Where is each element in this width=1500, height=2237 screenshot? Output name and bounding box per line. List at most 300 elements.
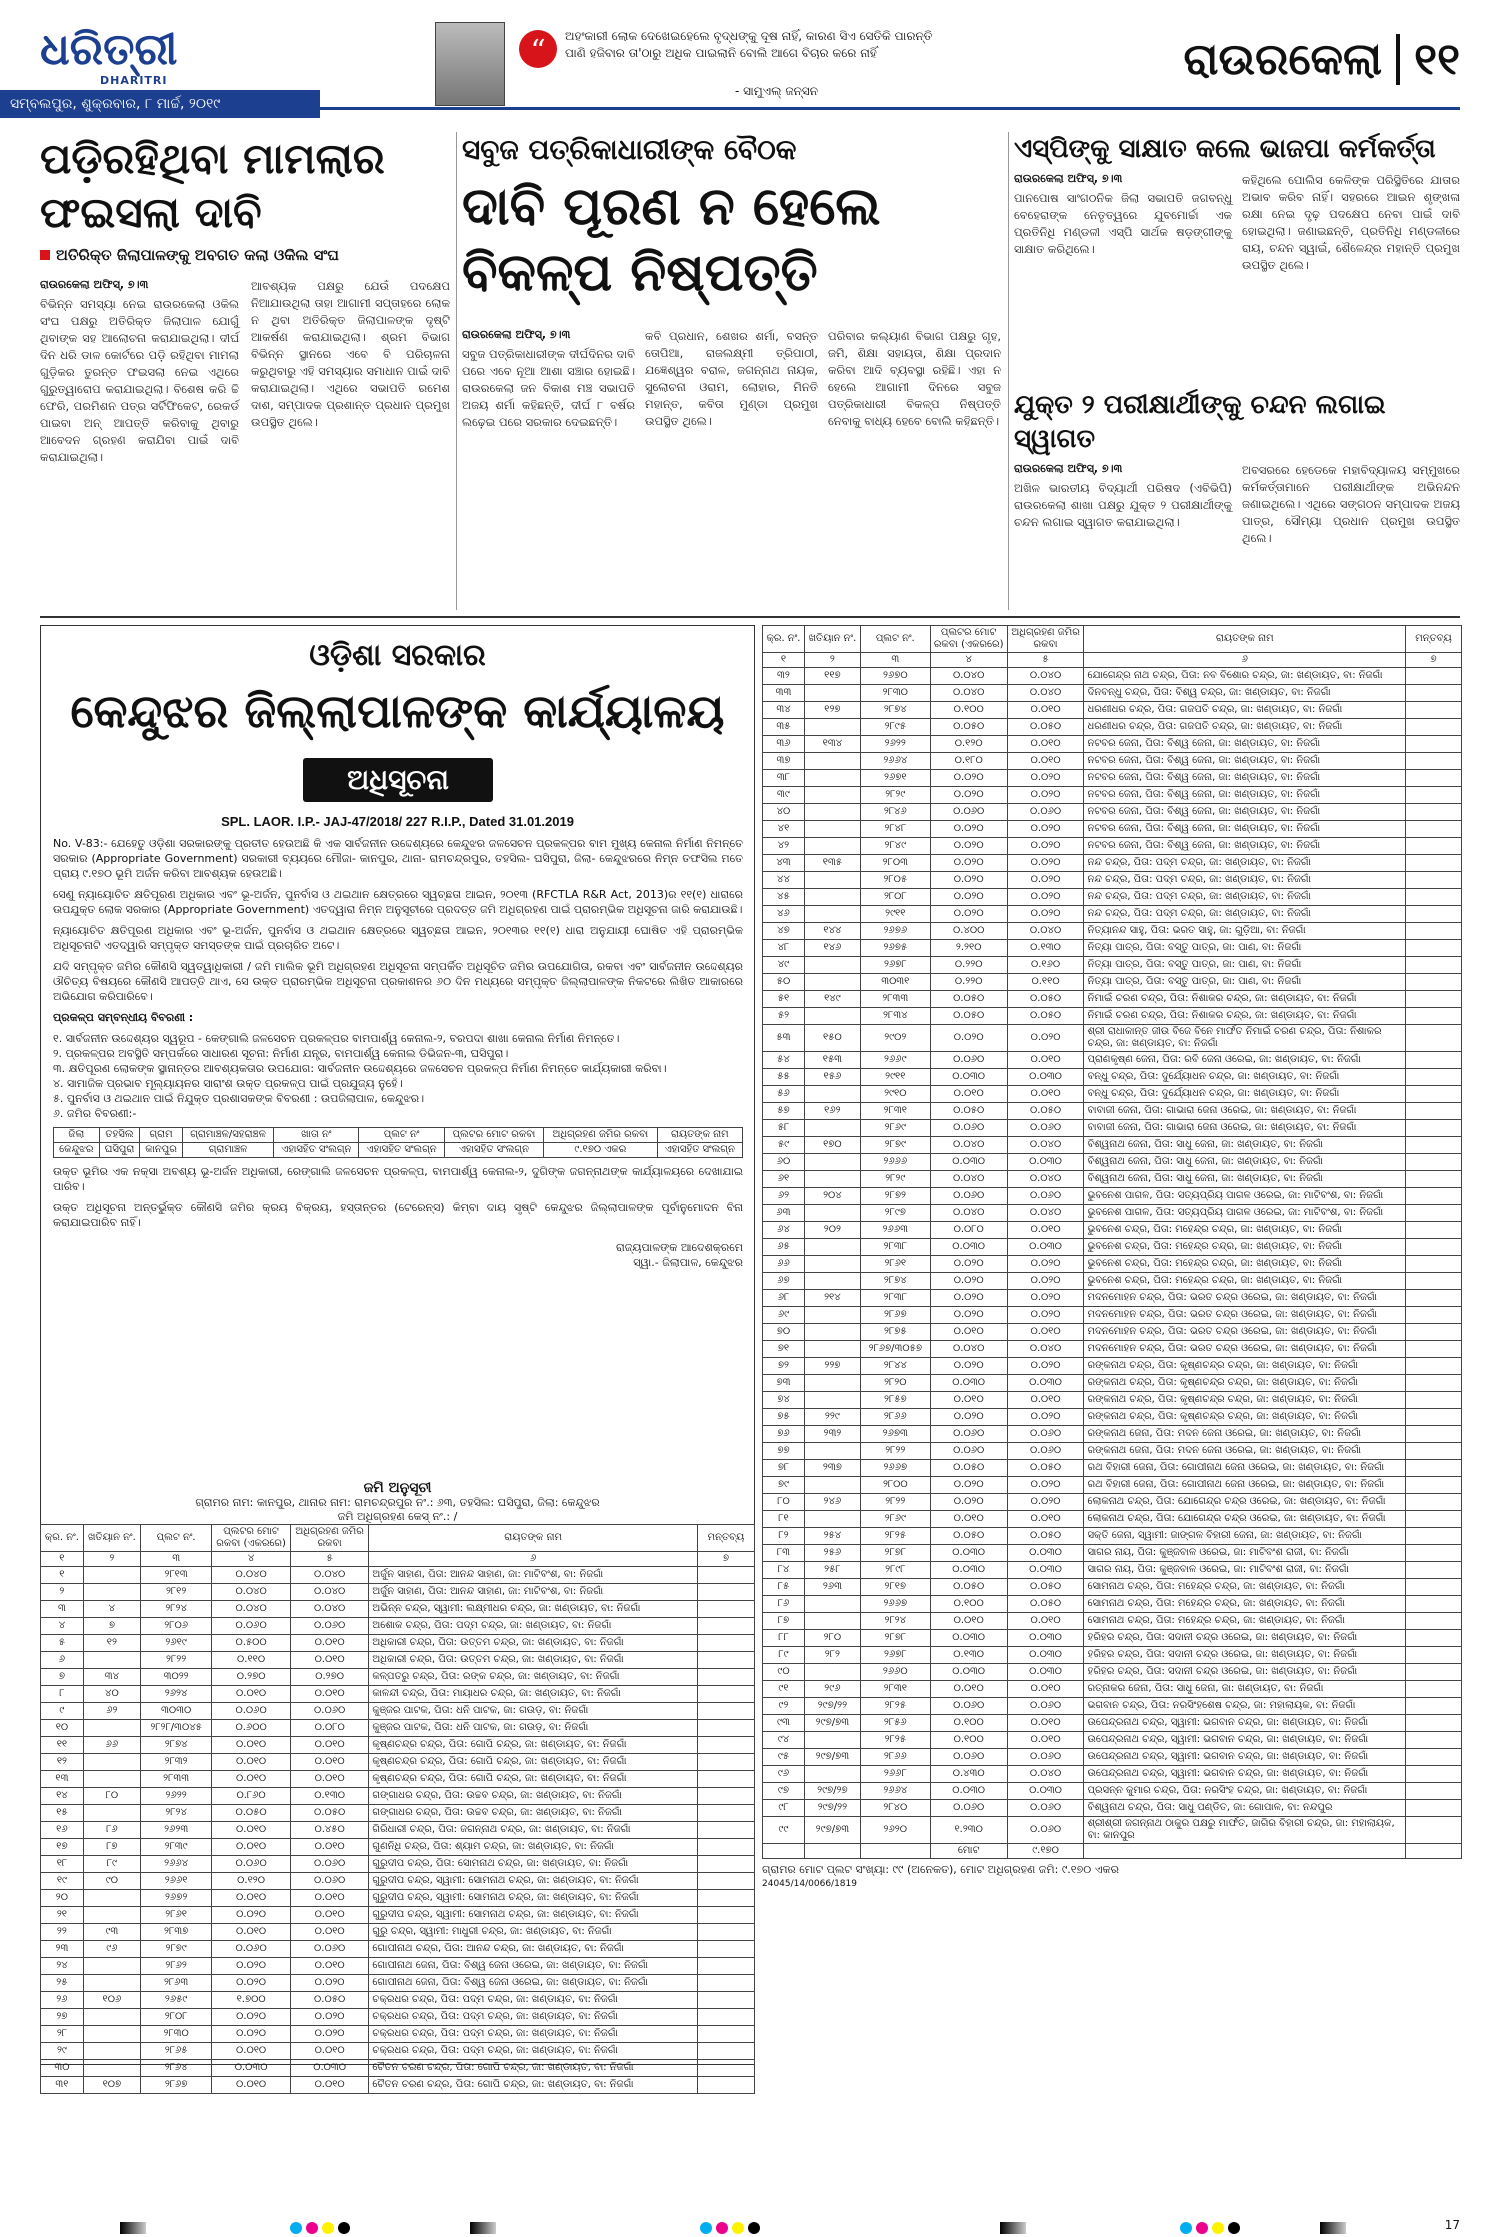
table-cell: ରଙ୍କନାଥ ଜେନା, ପିତା: ମଦନ ଜେନା ଓରେଇ, ଜା: ଖଣ୍ଡାୟତ, ବା: ନିଜଗାଁ [1084,1426,1406,1443]
table-row [41,2060,755,2077]
table-cell: ୨.୨୧୦ [930,940,1007,957]
table-cell: ୩୯ [763,787,805,804]
table-cell: ୦.୦୩୦ [1007,1664,1084,1681]
table-cell: ୨୯୭/୭୩ [804,1749,860,1766]
table-cell: ୨୮୭୫ [860,1324,930,1341]
edition-name: ରାଉରକେଲା [1183,34,1383,85]
land-schedule-table-right [762,625,1462,1859]
table-cell: ୦.୦୨୦ [1007,1358,1084,1375]
table-cell [697,1958,754,1975]
table-row [41,1771,755,1788]
table-cell: ୮୩ [763,1545,805,1562]
table-cell [83,1720,140,1737]
table-header-cell: ପ୍ଲଟ ନଂ. [860,626,930,653]
table-cell: ନିମାଇଁ ଚରଣ ଚନ୍ଦ୍ର, ପିତା: ନିଶାକର ଚନ୍ଦ୍ର, ଜା: ଖଣ୍ଡାୟତ, ବା: ନିଜଗାଁ [1084,1008,1406,1025]
table-column-number-row [41,1552,755,1567]
table-cell [1406,1749,1462,1766]
table-cell: ୨୩ [41,1941,84,1958]
table-cell [697,1805,754,1822]
table-cell: ୦.୦୬୦ [290,1703,369,1720]
table-cell: ୨୮୭୪ [860,702,930,719]
table-cell: ବନ୍ଧୁ ଚନ୍ଦ୍ର, ପିତା: ଦୁର୍ଯ୍ୟୋଧନ ଚନ୍ଦ୍ର, ଜା: ଖଣ୍ଡାୟତ, ବା: ନିଜଗାଁ [1084,1069,1406,1086]
table-cell: ୨୨ [41,1924,84,1941]
table-cell: ୦.୦୬୦ [290,1618,369,1635]
table-cell: ୦.୦୫୦ [1007,1596,1084,1613]
table-row [763,1154,1462,1171]
table-cell: କେନ୍ଦୁଝର [54,1143,100,1158]
table-cell: ୨୮୭୯ [860,1137,930,1154]
table-cell: ୦.୦୨୦ [930,787,1007,804]
table-cell: ୭୪ [763,1392,805,1409]
table-cell: ୦.୦୪୦ [1007,1137,1084,1154]
table-row [763,991,1462,1008]
table-cell [697,2077,754,2094]
table-cell: ୨୩୭ [804,1460,860,1477]
table-cell [1406,1528,1462,1545]
table-cell: ୦.୦୩୦ [1007,1562,1084,1579]
table-cell [1406,1341,1462,1358]
table-cell: ୦.୦୫୦ [1007,1103,1084,1120]
table-cell [1406,872,1462,889]
table-cell [1406,1222,1462,1239]
table-cell: ୨୮୬୯ [860,1511,930,1528]
table-cell: ୦.୦୨୦ [1007,1273,1084,1290]
table-cell: ୩୧ [41,2077,84,2094]
table-row [763,770,1462,787]
table-cell [83,1805,140,1822]
table-cell: ଭଗବାନ ଚନ୍ଦ୍ର, ପିତା: ନରସିଂହଶେଷ ଚନ୍ଦ୍ର, ଜା: ମହାଲାୟକ, ବା: ନିଜଗାଁ [1084,1698,1406,1715]
table-cell: ୨୯୧୦ [860,1086,930,1103]
story2-dateline: ରାଉରକେଲା ଅଫିସ୍, ୭।୩ [462,328,571,341]
table-cell: ୧୫୩ [804,1052,860,1069]
table-cell [804,1205,860,1222]
table-cell [804,1766,860,1783]
table-cell: ୧୪ [41,1788,84,1805]
table-cell: ନଟବର ଜେନା, ପିତା: ବିଶ୍ୱ ଜେନା, ଜା: ଖଣ୍ଡାୟତ, ବା: ନିଜଗାଁ [1084,787,1406,804]
table-cell [804,770,860,787]
table-cell [1406,1171,1462,1188]
cyan-dot-icon [1180,2222,1192,2234]
table-cell: ୨୮୩୯ [140,1839,211,1856]
table-cell: କୃଷ୍ଣଚନ୍ଦ୍ର ଚନ୍ଦ୍ର, ପିତା: ଗୋପି ଚନ୍ଦ୍ର, ଜା: ଖଣ୍ଡାୟତ, ବା: ନିଜଗାଁ [369,1754,697,1771]
table-cell: ଲୋକନାଥ ଚନ୍ଦ୍ର, ପିତା: ଯୋଗେନ୍ଦ୍ର ଚନ୍ଦ୍ର ଓରେଇ, ଜା: ଖଣ୍ଡାୟତ, ବା: ନିଜଗାଁ [1084,1494,1406,1511]
table-cell: ୨୮୦୬ [140,1618,211,1635]
story2-body-col1: ସବୁଜ ପତ୍ରିକାଧାରୀଙ୍କ ଦୀର୍ଘଦିନର ଦାବି ପରେ ଏବେ ନୂଆ ଆଶା ସଞ୍ଚାର ହୋଇଛି। ରାଉରକେଲା ଜନ ବିକାଶ ମଞ୍ଚ ସଭାପତି ଅଜୟ ଶର୍ମା କହିଛନ୍ତି, ଦୀର୍ଘ ୮ ବର୍ଷର ଲଢ଼େଇ ପରେ ସରକାର ଦେଇଛନ୍ତି। [462,347,635,429]
notice-para-4: ଯଦି ସମ୍ପୃକ୍ତ ଜମିର କୌଣସି ସ୍ୱତ୍ୱାଧିକାରୀ / ଜମି ମାଲିକ ଭୂମି ଅଧିଗ୍ରହଣ ଅଧିସୂଚନା ସମ୍ପର୍କିତ ଅଧିସୂଚିତ ଜମିର ଉପଯୋଗିତା, ରକବା ଏବଂ ସାର୍ବଜନୀନ ଉଦ୍ଦେଶ୍ୟର ଔଚିତ୍ୟ ବିଷୟରେ କୌଣସି ଆପତ୍ତି ଥାଏ, ସେ ଉକ୍ତ ପ୍ରାରମ୍ଭିକ ଅଧିସୂଚନା ପ୍ରକାଶନର ୬୦ ଦିନ ମଧ୍ୟରେ ସମ୍ପୃକ୍ତ ଜିଲ୍ଲାପାଳଙ୍କ ନିକଟରେ ଲିଖିତ ଆକାରରେ ଅଭିଯୋଗ କରିପାରିବେ। [53,960,743,1003]
table-cell: ୧ [763,653,805,668]
table-cell: ୦.୧୧୦ [212,1652,291,1669]
table-row [763,1715,1462,1732]
table-cell: ୦.୦୨୦ [930,1256,1007,1273]
table-cell: ୨୮୨୯ [860,787,930,804]
table-row [763,1409,1462,1426]
table-cell [804,1732,860,1749]
table-cell: ୦.୦୧୦ [1007,736,1084,753]
table-cell: ଗୁରୁଦୀପ ଚନ୍ଦ୍ର, ସ୍ୱାମୀ: ସୋମନାଥ ଚନ୍ଦ୍ର, ଜା: ଖଣ୍ଡାୟତ, ବା: ନିଜଗାଁ [369,1873,697,1890]
table-cell: ୧୩ [41,1771,84,1788]
table-cell: ୦.୦୬୦ [930,1800,1007,1817]
table-cell: ୦.୦୩୦ [930,1664,1007,1681]
table-cell: ୦.୦୨୦ [1007,1256,1084,1273]
table-cell: ୧୮ [41,1856,84,1873]
table-cell: ୮୮ [763,1630,805,1647]
table-row [763,1008,1462,1025]
table-cell: ୦.୦୪୦ [290,1601,369,1618]
table-cell: ଏହାସହିତ ସଂଲଗ୍ନ [359,1143,444,1158]
table-cell: ୨୯୭/୨୨ [804,1698,860,1715]
table-cell: ପ୍ରାଣକୃଷ୍ଣ ଜେନା, ପିତା: ରବି ଜେନା ଓରେଇ, ଜା: ଖଣ୍ଡାୟତ, ବା: ନିଜଗାଁ [1084,1052,1406,1069]
newspaper-logo[interactable]: ଧରିତ୍ରୀ [40,24,178,75]
table-cell: ୧୩୪ [804,736,860,753]
table-row [41,1873,755,1890]
table-cell: ୪୧ [763,821,805,838]
table-row [763,1256,1462,1273]
story2-body-col3: ପରିବାର କଲ୍ୟାଣ ବିଭାଗ ପକ୍ଷରୁ ଗୃହ, ଜମି, ଶିକ୍ଷା ସହାୟତା, ଶିକ୍ଷା ପ୍ରଦାନ କରିବା ଆଦି ବ୍ୟବସ୍ଥା ରହିଛି। ଏହା ନ ହେଲେ ଆଗାମୀ ଦିନରେ ସବୁଜ ପତ୍ରିକାଧାରୀ ବିକଳ୍ପ ନିଷ୍ପତ୍ତି ନେବାକୁ ବାଧ୍ୟ ହେବେ ବୋଲି କହିଛନ୍ତି। [828,329,1001,428]
table-cell [1406,1443,1462,1460]
table-cell: ୦.୦୨୦ [930,1477,1007,1494]
table-cell: ୮୬ [83,1822,140,1839]
table-cell: ୫୯ [763,1137,805,1154]
land-schedule-table-left [40,1524,755,2094]
table-cell: ୦.୦୧୦ [290,1754,369,1771]
table-cell: ୦.୦୧୦ [930,1086,1007,1103]
table-row [763,1664,1462,1681]
table-cell: ୨୬ [41,1992,84,2009]
table-cell: ୨୬୬୭ [860,1596,930,1613]
table-row [763,1698,1462,1715]
table-cell: ୨୮୩୮ [860,1290,930,1307]
table-cell: ୦.୦୨୦ [930,1290,1007,1307]
table-cell: ୦.୧୦୦ [930,1596,1007,1613]
table-cell: ୦.୦୩୦ [1007,1630,1084,1647]
table-cell: ୦.୦୪୦ [212,1567,291,1584]
table-cell: ୦.୦୧୦ [290,1907,369,1924]
table-cell: ୨୬୭୬ [860,923,930,940]
table-row [41,1754,755,1771]
table-cell: ୩ [140,1552,211,1567]
table-cell: ୪୫ [763,889,805,906]
table-cell: ୦.୦୬୦ [930,1426,1007,1443]
table-cell: ୧୬ [41,1822,84,1839]
table-cell [697,1992,754,2009]
table-cell: ୦.୦୨୦ [1007,1307,1084,1324]
table-row [763,804,1462,821]
table-row [763,1766,1462,1783]
table-cell: ୭୭ [763,1443,805,1460]
table-cell: ୦.୦୧୦ [1007,1324,1084,1341]
table-cell: ୨୫୬ [804,1545,860,1562]
table-cell: ୨୧ [41,1907,84,1924]
table-cell: ୬୨ [83,1703,140,1720]
table-row [763,685,1462,702]
table-cell: କୁଞ୍ଜର ପାଟକ, ପିତା: ଧନି ପାଟକ, ଜା: ଗଉଡ଼, ବା: ନିଜଗାଁ [369,1720,697,1737]
table-cell: ୦.୦୩୦ [930,1630,1007,1647]
table-cell: ଭୁବନେଶ ପାଗଳ, ପିତା: ସତ୍ୟପ୍ରିୟ ପାଗଳ ଓରେଇ, ଜା: ମାଟିବଂଶ, ବା: ନିଜଗାଁ [1084,1205,1406,1222]
table-cell: ୨ [83,1552,140,1567]
red-square-icon [40,250,50,260]
table-cell: ୨୧୪ [804,1290,860,1307]
table-cell: ଚକ୍ରଧର ଚନ୍ଦ୍ର, ପିତା: ପଦ୍ମ ଚନ୍ଦ୍ର, ଜା: ଖଣ୍ଡାୟତ, ବା: ନିଜଗାଁ [369,2043,697,2060]
table-cell: ଭୁବନେଶ ଚନ୍ଦ୍ର, ପିତା: ମହେନ୍ଦ୍ର ଚନ୍ଦ୍ର, ଜା: ଖଣ୍ଡାୟତ, ବା: ନିଜଗାଁ [1084,1239,1406,1256]
table-cell: ୦.୦୨୦ [930,872,1007,889]
table-cell: ୦.୦୬୦ [1007,1749,1084,1766]
signature-line-2: ସ୍ୱା.- ଜିଲାପାଳ, କେନ୍ଦୁଝର [633,1256,743,1269]
table-row [763,1800,1462,1817]
table-cell [1406,770,1462,787]
table-cell [804,1256,860,1273]
table-cell: ଗିରିଧାରୀ ଚନ୍ଦ୍ର, ପିତା: ଜଗନ୍ନାଥ ଚନ୍ଦ୍ର, ଜା: ଖଣ୍ଡାୟତ, ବା: ନିଜଗାଁ [369,1822,697,1839]
table-cell: ୧୪୯ [804,991,860,1008]
cyan-dot-icon [700,2222,712,2234]
table-row [41,1635,755,1652]
table-cell: ଚକ୍ରଧର ଚନ୍ଦ୍ର, ପିତା: ପଦ୍ମ ଚନ୍ଦ୍ର, ଜା: ଖଣ୍ଡାୟତ, ବା: ନିଜଗାଁ [369,2026,697,2043]
table-cell [804,1844,860,1859]
story-bjp-meets-sp [1014,132,1460,382]
table-cell: ୨୯୧୧ [860,906,930,923]
table-row [763,753,1462,770]
table-cell [1406,1409,1462,1426]
table-cell [1406,838,1462,855]
table-cell: ୭୫ [763,1409,805,1426]
table-cell: ୫୭ [763,1103,805,1120]
table-cell: ୦.୦୧୦ [212,2043,291,2060]
table-cell: ୦.୨୨୦ [930,957,1007,974]
table-cell: ୧୫୬ [804,1069,860,1086]
table-cell: ଅଧିକାରୀ ଚନ୍ଦ୍ର, ପିତା: ଉତ୍ତମ ଚନ୍ଦ୍ର, ଜା: ଖଣ୍ଡାୟତ, ବା: ନିଜଗାଁ [369,1652,697,1669]
table-row [763,787,1462,804]
table-cell: ନିତ୍ୟା ପାତ୍ର, ପିତା: ବସ୍ତୁ ପାତ୍ର, ଜା: ପାଣ, ବା: ନିଜଗାଁ [1084,957,1406,974]
table-cell: ରଙ୍କନାଥ ଜେନା, ପିତା: ମଦନ ଜେନା ଓରେଇ, ଜା: ଖଣ୍ଡାୟତ, ବା: ନିଜଗାଁ [1084,1443,1406,1460]
table-cell: ୦.୦୨୦ [290,2009,369,2026]
table-cell: ୨୮୩୭ [140,1924,211,1941]
table-cell: ଘସିପୁରା [99,1143,140,1158]
table-cell [1406,736,1462,753]
quote-of-day [435,22,965,106]
table-cell [1406,1664,1462,1681]
table-cell: ୧୯ [41,1873,84,1890]
table-cell: ୮୦ [763,1494,805,1511]
table-cell [697,1686,754,1703]
table-cell: ୨୬୬୭ [860,1460,930,1477]
table-cell: ୦.୦୨୦ [212,1975,291,1992]
table-cell [83,1567,140,1584]
table-cell: ୦.୦୨୦ [1007,1409,1084,1426]
table-cell: ୨୯ [41,2043,84,2060]
table-cell: ୦.୦୧୦ [212,1924,291,1941]
table-cell: ୦.୦୬୦ [1007,1120,1084,1137]
table-row [763,1528,1462,1545]
table-cell: ୯.୧୭୦ [1007,1844,1084,1859]
table-cell: ୭୨ [763,1358,805,1375]
table-row [763,702,1462,719]
table-cell [697,1975,754,1992]
table-cell: ୦.୧୬୦ [1007,957,1084,974]
table-cell: ଲୋକନାଥ ଚନ୍ଦ୍ର, ପିତା: ଯୋଗେନ୍ଦ୍ର ଚନ୍ଦ୍ର ଓରେଇ, ଜା: ଖଣ୍ଡାୟତ, ବା: ନିଜଗାଁ [1084,1511,1406,1528]
table-cell: ୦.୦୪୦ [1007,1205,1084,1222]
table-row [763,1817,1462,1844]
table-cell: ୨୮୦ [804,1630,860,1647]
table-cell: ୦.୦୨୦ [930,1358,1007,1375]
table-cell: ୫୮ [763,1120,805,1137]
table-cell: ହରିହର ଚନ୍ଦ୍ର, ପିତା: ସଦାନୀ ଚନ୍ଦ୍ର ଓରେଇ, ଜା: ଖଣ୍ଡାୟତ, ବା: ନିଜଗାଁ [1084,1630,1406,1647]
notice-office-title: କେନ୍ଦୁଝର ଜିଲ୍ଲାପାଳଙ୍କ କାର୍ଯ୍ୟାଳୟ [70,684,725,738]
table-cell: ୨୮୨୨ [860,1494,930,1511]
story2-kicker: ସବୁଜ ପତ୍ରିକାଧାରୀଙ୍କ ବୈଠକ [462,133,797,166]
table-cell: ୨୮୦୮ [140,2009,211,2026]
magenta-dot-icon [716,2222,728,2234]
table-cell: ବାବାଜୀ ଜେନା, ପିତା: ଗାଭାରା ଜେନା ଓରେଇ, ଜା: ଖଣ୍ଡାୟତ, ବା: ନିଜଗାଁ [1084,1120,1406,1137]
table-cell: ୨୫୮ [804,1562,860,1579]
table-cell: ୦.୦୬୦ [290,1941,369,1958]
table-cell: ୨୮୨୦ [860,1375,930,1392]
land-summary-row [54,1143,743,1158]
table-row [41,1584,755,1601]
table-cell [804,974,860,991]
story1-headline-2[interactable]: ଫଇସଲା ଦାବି [40,188,262,237]
table-cell: ୨୮୬୭ [140,2077,211,2094]
table-row [763,1562,1462,1579]
table-cell: ୪୯ [763,957,805,974]
table-cell [1406,1630,1462,1647]
table-cell: ୦.୦୫୦ [930,719,1007,736]
table-header-cell: ଅଧିଗ୍ରହଣ ଜମିର ରକବା [290,1525,369,1552]
table-row [763,1579,1462,1596]
table-cell: ଗୁରୁଦୀପ ଚନ୍ଦ୍ର, ସ୍ୱାମୀ: ସୋମନାଥ ଚନ୍ଦ୍ର, ଜା: ଖଣ୍ଡାୟତ, ବା: ନିଜଗାଁ [369,1890,697,1907]
table-cell: ୦.୦୨୦ [930,855,1007,872]
table-cell: ୦.୦୩୦ [1007,1239,1084,1256]
table-row [763,1222,1462,1239]
quote-line-1: ଅହଂକାରୀ ଲୋକ ଦେଖେଇହେଲେ ବୃଦ୍ଧଙ୍କୁ ଦୂଷ ନାହିଁ, କାରଣ ସିଏ ସେତିକି ପାରନ୍ତି [565,29,933,43]
table-cell: ପ୍ରସନ୍ନ କୁମାର ଚନ୍ଦ୍ର, ପିତା: ନରସିଂହ ଚନ୍ଦ୍ର, ଜା: ଖଣ୍ଡାୟତ, ବା: ନିଜଗାଁ [1084,1783,1406,1800]
story2-headline[interactable]: ଦାବି ପୂରଣ ନ ହେଲେ ବିକଳ୍ପ ନିଷ୍ପତ୍ତି [462,177,881,303]
table-cell: ୨୮୨୫ [860,1698,930,1715]
table-cell: ୦.୦୬୦ [1007,1698,1084,1715]
table-cell [804,1154,860,1171]
table-cell [763,1844,805,1859]
notice-para-6: ଉକ୍ତ ଅଧିସୂଚନା ଅନ୍ତର୍ଭୁକ୍ତ କୌଣସି ଜମିର କ୍ରୟ ବିକ୍ରୟ, ହସ୍ତାନ୍ତର (ଟେରେନ୍ସ) କିମ୍ବା ଦାୟ ସୃଷ୍ଟି କେନ୍ଦୁଝର ଜିଲ୍ଲାପାଳଙ୍କ ପୂର୍ବାନୁମୋଦନ ବିନା କରାଯାଇପାରିବ ନାହିଁ। [53,1201,743,1229]
table-cell: ୨୨୯ [804,1409,860,1426]
table-cell: ୬ [1084,653,1406,668]
table-cell: ୦.୧୩୦ [290,1788,369,1805]
table-cell [1406,1086,1462,1103]
table-cell: ୨୮୬୩ [140,1975,211,1992]
notice-para-3: ନ୍ୟାୟୋଚିତ କ୍ଷତିପୂରଣ ଅଧିକାର ଏବଂ ଭୂ-ଅର୍ଜନ, ପୁନର୍ବାସ ଓ ଥଇଥାନ କ୍ଷେତ୍ରରେ ସ୍ୱଚ୍ଛତା ଆଇନ, ୨୦୧୩ର ୧୧(୧) ଧାରା ଅନୁଯାୟୀ ଘୋଷିତ ଏହି ପ୍ରାରମ୍ଭିକ ଅଧିସୂଚନାଟି ଏତଦ୍ୱାରି ସମ୍ପୃକ୍ତ ସମସ୍ତଙ୍କ ପାଇଁ ପ୍ରଚାରିତ ଅଟେ। [53,924,743,952]
land-summary-header [54,1128,743,1143]
table-cell: ୧୨ [41,1754,84,1771]
table-cell: ୦.୦୬୦ [930,1443,1007,1460]
table-cell [697,1771,754,1788]
magenta-dot-icon [306,2222,318,2234]
table-cell: ୧୦୭ [83,2077,140,2094]
table-cell: ୨୮୪୮ [860,821,930,838]
table-cell [1406,1324,1462,1341]
table-header-cell: ଜିଲା [54,1128,100,1143]
table-row [763,736,1462,753]
table-row [763,1426,1462,1443]
table-cell: ୦.୦୧୦ [1007,1222,1084,1239]
notice-reference: SPL. LAOR. I.P.- JAJ-47/2018/ 227 R.I.P., Dated 31.01.2019 [221,814,574,829]
table-cell: ୨୬୭୨ [140,1890,211,1907]
table-cell [804,1613,860,1630]
table-header-cell: ମନ୍ତବ୍ୟ [1406,626,1462,653]
table-cell: ୨୬୭୩ [860,1426,930,1443]
table-cell [804,1307,860,1324]
table-cell: ୨୯୬ [804,1681,860,1698]
gray-swatch [120,2222,146,2234]
table-cell [1406,1698,1462,1715]
table-cell: ୦.୬୦୦ [212,1720,291,1737]
table-cell: ୦.୦୬୦ [290,1873,369,1890]
table-cell [1406,1477,1462,1494]
table-cell [1406,1205,1462,1222]
table-cell: ୦.୨୭୦ [212,1669,291,1686]
table-cell: ୪୭ [763,923,805,940]
notice-gov-title: ଓଡ଼ିଶା ସରକାର [309,638,486,673]
table-cell [1406,1460,1462,1477]
notice-summary-title: ପ୍ରକଳ୍ପ ସମ୍ବନ୍ଧୀୟ ବିବରଣୀ : [53,1011,194,1024]
table-header-cell: ଖାତା ନଂ [274,1128,359,1143]
story4-headline[interactable]: ଯୁକ୍ତ ୨ ପରୀକ୍ଷାର୍ଥୀଙ୍କୁ ଚନ୍ଦନ ଲଗାଇ ସ୍ୱାଗତ [1014,390,1386,454]
table-row [763,1494,1462,1511]
table-cell [804,1596,860,1613]
table-cell: ୨୯୧୧ [860,1069,930,1086]
table-cell: ୩୬ [763,736,805,753]
story3-headline[interactable]: ଏସ୍‌ପିଙ୍କୁ ସାକ୍ଷାତ କଲେ ଭାଜପା କର୍ମକର୍ତ୍ତା [1014,134,1436,164]
gray-swatch [1320,2222,1346,2234]
table-row [763,1188,1462,1205]
table-cell: କୃଷ୍ଣଚନ୍ଦ୍ର ଚନ୍ଦ୍ର, ପିତା: ଗୋପି ଚନ୍ଦ୍ର, ଜା: ଖଣ୍ଡାୟତ, ବା: ନିଜଗାଁ [369,1771,697,1788]
table-cell [1406,1008,1462,1025]
land-summary-table [53,1127,743,1158]
table-cell: ୦.୦୩୦ [1007,1783,1084,1800]
table-cell [1406,685,1462,702]
table-cell: ନିମାଇଁ ଚରଣ ଚନ୍ଦ୍ର, ପିତା: ନିଶାକର ଚନ୍ଦ୍ର, ଜା: ଖଣ୍ଡାୟତ, ବା: ନିଜଗାଁ [1084,991,1406,1008]
table-cell: ୨୮୨୯ [860,1171,930,1188]
table-cell: ୨୬୭୧ [860,770,930,787]
table-cell: ୦.୦୬୦ [1007,1188,1084,1205]
table-cell: ୦.୦୫୦ [930,1460,1007,1477]
table-cell: ୧.୭୦୦ [212,1992,291,2009]
table-cell: ୬୪ [763,1222,805,1239]
story1-headline-1[interactable]: ପଡ଼ିରହିଥିବା ମାମଲାର [40,134,385,183]
table-cell: ୪୦ [763,804,805,821]
table-cell: ୧୫ [41,1805,84,1822]
table-row [763,1341,1462,1358]
table-cell [1406,1766,1462,1783]
table-cell: ୨୬୨୦ [860,1817,930,1844]
table-cell: ୮ [41,1686,84,1703]
table-row [41,1652,755,1669]
table-cell: ୦.୮୬୦ [212,1788,291,1805]
table-cell: ୦.୦୩୦ [212,2060,291,2077]
table-row [763,1477,1462,1494]
table-row [41,1686,755,1703]
table-cell: ୪୮ [763,940,805,957]
table-cell: ୯୦ [83,1873,140,1890]
table-cell: ୫୨ [763,1008,805,1025]
table-cell [697,1873,754,1890]
table-cell: ୨୮୦୮ [860,889,930,906]
table-cell: ୨୮୦୫ [860,872,930,889]
table-cell [83,1754,140,1771]
story4-body-col2: ଅବସରରେ ହେଡେକେ ମହାବିଦ୍ୟାଳୟ ସମ୍ମୁଖରେ କର୍ମକର୍ତ୍ତାମାନେ ପରୀକ୍ଷାର୍ଥୀଙ୍କ ଅଭିନନ୍ଦନ ଜଣାଇଥିଲେ। ଏଥିରେ ସଙ୍ଗଠନ ସମ୍ପାଦକ ଅଜୟ ପାତ୍ର, ସୌମ୍ୟା ପ୍ରଧାନ ପ୍ରମୁଖ ଉପସ୍ଥିତ ଥିଲେ। [1242,463,1460,545]
magenta-dot-icon [1196,2222,1208,2234]
table-cell: ୯୮ [763,1800,805,1817]
table-cell: ୭୦ [763,1324,805,1341]
table-cell: ୨୮୯୫ [860,719,930,736]
table-cell: ୨୮୬୯ [860,1120,930,1137]
table-cell: ୩୨ [763,668,805,685]
